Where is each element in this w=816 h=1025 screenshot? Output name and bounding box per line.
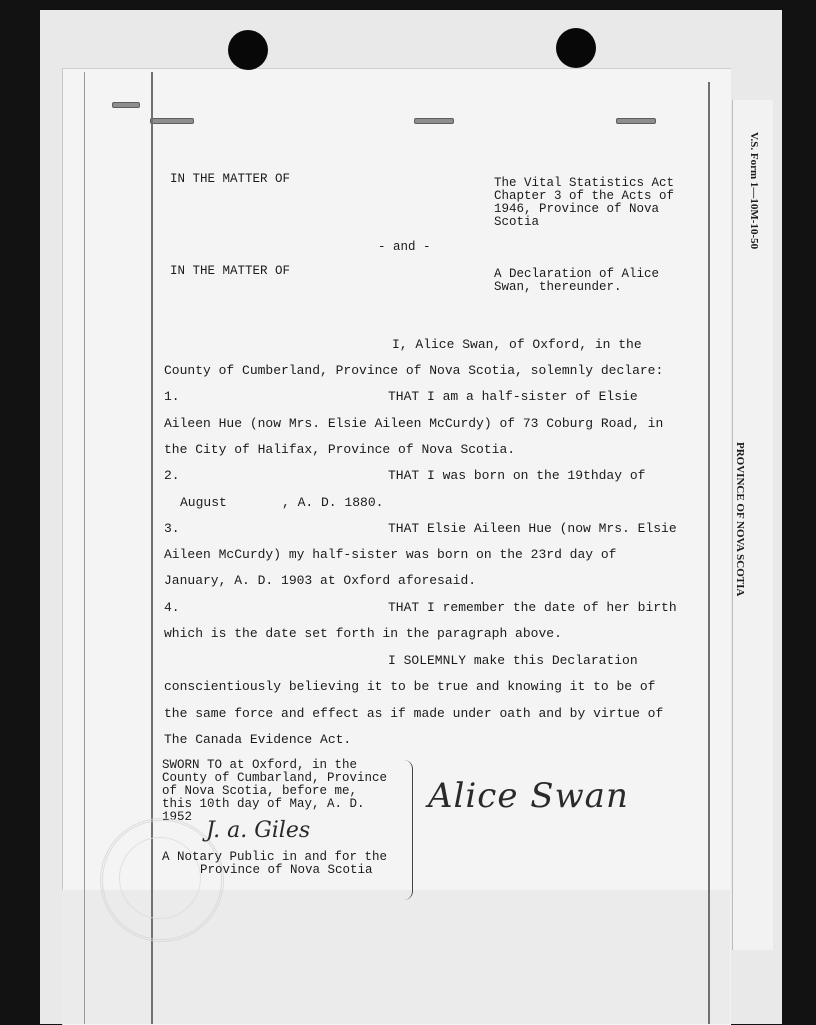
punch-hole-right [556, 28, 596, 68]
declaration-line: THAT I remember the date of her birth [388, 600, 677, 615]
declaration-line: Aileen Hue (now Mrs. Elsie Aileen McCurdy) of 73 Coburg Road, in [164, 416, 664, 431]
declaration-line: , A. D. 1880. [282, 495, 384, 510]
matter-label: IN THE MATTER OF [170, 172, 291, 186]
staple [616, 118, 656, 124]
matter-text: Scotia [494, 215, 540, 229]
notary-line: A Notary Public in and for the [162, 850, 388, 864]
matter-text: Swan, thereunder. [494, 280, 622, 294]
paragraph-number: 4. [164, 600, 180, 615]
staple [414, 118, 454, 124]
matter-text: The Vital Statistics Act [494, 176, 675, 190]
declaration-line: I SOLEMNLY make this Declaration [388, 653, 638, 668]
declaration-line: The Canada Evidence Act. [164, 732, 352, 747]
declaration-line: THAT I was born on the 19thday of [388, 468, 646, 483]
notary-signature: J. a. Giles [206, 818, 311, 843]
jurat-line: this 10th day of May, A. D. [162, 797, 365, 811]
margin-rule [84, 72, 85, 1024]
declaration-line: which is the date set forth in the paragraph above. [164, 626, 562, 641]
staple [112, 102, 140, 108]
matter-text: A Declaration of Alice [494, 267, 660, 281]
form-number-label: V.S. Form 1—10M-10-50 [748, 132, 760, 250]
jurat-line: County of Cumbarland, Province [162, 771, 388, 785]
declaration-line: County of Cumberland, Province of Nova Scotia, solemnly declare: [164, 363, 664, 378]
punch-hole-left [228, 30, 268, 70]
declarant-signature: Alice Swan [428, 776, 629, 816]
margin-rule [708, 82, 710, 1024]
jurat-line: of Nova Scotia, before me, [162, 784, 358, 798]
matter-text: Chapter 3 of the Acts of [494, 189, 675, 203]
declaration-line: THAT I am a half-sister of Elsie [388, 389, 638, 404]
staple [150, 118, 194, 124]
and-separator: - and - [378, 240, 431, 254]
jurat-bracket [404, 760, 413, 900]
paragraph-number: 3. [164, 521, 180, 536]
jurat-line: 1952 [162, 810, 193, 824]
province-label: PROVINCE OF NOVA SCOTIA [734, 442, 746, 597]
declaration-line: Aileen McCurdy) my half-sister was born on the 23rd day of [164, 547, 617, 562]
notary-line: Province of Nova Scotia [200, 863, 373, 877]
declaration-line: the same force and effect as if made under oath and by virtue of [164, 706, 664, 721]
matter-label: IN THE MATTER OF [170, 264, 291, 278]
paragraph-number: 1. [164, 389, 180, 404]
declaration-line: the City of Halifax, Province of Nova Scotia. [164, 442, 516, 457]
paragraph-number: 2. [164, 468, 180, 483]
declaration-line: THAT Elsie Aileen Hue (now Mrs. Elsie [388, 521, 677, 536]
declaration-line: January, A. D. 1903 at Oxford aforesaid. [164, 573, 477, 588]
birth-month: August [180, 495, 227, 510]
jurat-line: SWORN TO at Oxford, in the [162, 758, 358, 772]
matter-text: 1946, Province of Nova [494, 202, 660, 216]
declaration-line: I, Alice Swan, of Oxford, in the [392, 337, 642, 352]
declaration-line: conscientiously believing it to be true and knowing it to be of [164, 679, 656, 694]
